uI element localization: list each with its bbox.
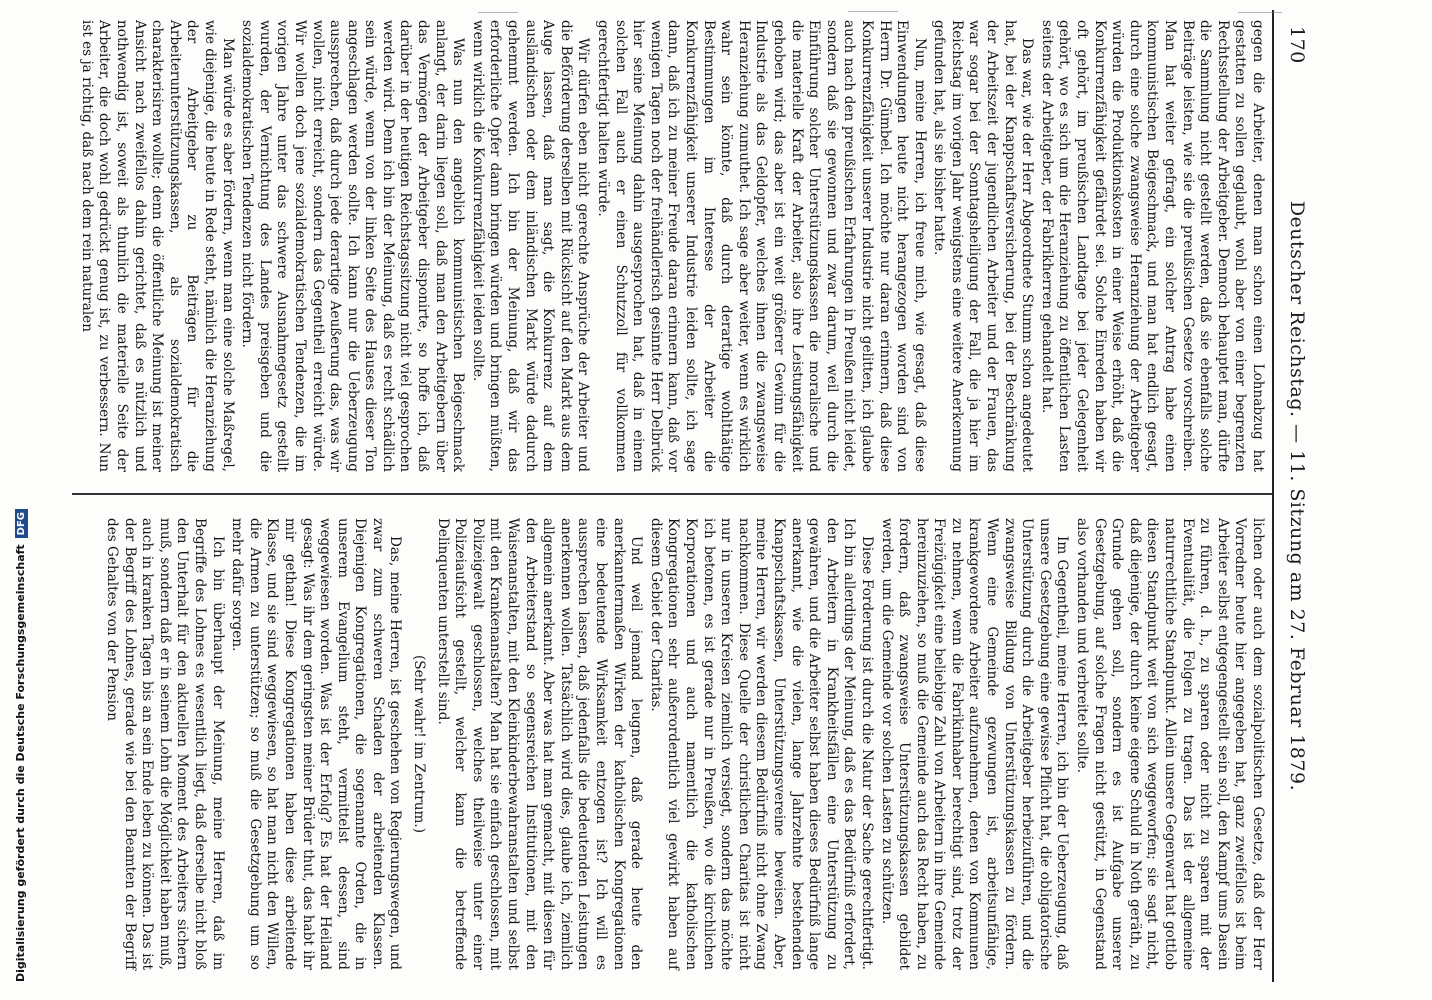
- scan-artifact: [478, 12, 518, 13]
- digitization-text: Digitalisierung gefördert durch die Deutsche Forschungsgemeinschaft: [14, 544, 27, 982]
- newspaper-page: [12, 0, 1412, 996]
- right-column: [100, 518, 1266, 970]
- column-divider: [72, 493, 1272, 495]
- page-header: [1278, 26, 1308, 966]
- paragraph: lichen oder auch dem sozialpolitischen Gesetze, daß der Herr Vorredner heute hier angegeben hat, ganz zweifellos ist beim Arbeiter selbst entgegengestellt sein soll, den Kampf ums Dasein zu führen, d. h., zu sparen oder nicht zu sparen mit der Eventualität, die Folgen zu tragen. Das ist der allgemeine naturrechtliche Standpunkt. Allein unsere Gegenwart hat gottlob diesen Standpunkt weit von sich weggeworfen; sie sagt nicht, daß diejenige, der durch keine eigene Schuld in Noth geräth, zu Grunde gehen soll, sondern es ist Aufgabe unserer Gesetzgebung, auf solche Fragen nicht gestützt, in Gegenstand also vorhanden und verbreitet sollte.: [1074, 518, 1266, 970]
- scan-artifact: [1238, 12, 1282, 13]
- paragraph: Im Gegentheil, meine Herren, ich bin der Ueberzeugung, daß unsere Gesetzgebung eine gewisse Pflicht hat, die obligatorische Unterstützung durch die Arbeitgeber herbeizuführen, und die zwangsweise Bildung von Unterstützungskassen zu fördern. Wenn eine Gemeinde gezwungen ist, arbeitsunfähige, krankgewordene Arbeiter aufzunehmen, denen von Kommunen zu nehmen, wenn die Fabrikinhaber berechtigt sind, trotz der Freizügigkeit eine beliebige Zahl von Arbeitern in ihre Gemeinde hereinzuziehen, so muß die Gemeinde auch das Recht haben, zu fordern, daß zwangsweise Unterstützungskassen gebildet werden, um die Gemeinde vor solchen Lasten zu schützen.: [878, 518, 1071, 970]
- paragraph: Man würde es aber fördern, wenn man eine solche Maßregel, wie diejenige, die heute in Rede steht, nämlich die Heranziehung der Arbeitgeber zu Beiträgen für die Arbeiterunterstützungskassen, als sozialdemokratisch charakterisiren wollte; denn die öffentliche Meinung ist meiner Ansicht nach zweifellos dahin gerichtet, daß es nützlich und nothwendig ist, soweit als thunlich die materielle Seite der Arbeiter, die doch wohl gedrückt genug ist, zu verbessern. Nun ist es ja richtig, daß nach dem rein naturalen: [78, 20, 236, 472]
- paragraph: Diese Forderung ist durch die Natur der Sache gerechtfertigt. Ich bin allerdings der Meinung, daß es das Bedürfniß erfordert, den Arbeitern in Krankheitsfällen eine Unterstützung zu gewähren, und die Arbeiter selbst haben dieses Bedürfniß lange anerkannt, wie die vielen, lange Jahrzehnte bestehenden Knappschaftskassen, Unterstützungsvereine beweisen. Aber, meine Herren, wir werden diesem Bedürfniß nicht ohne Zwang nachkommen. Diese Quelle der christlichen Charitas ist nicht nur in unseren Kreisen ziemlich versiegt, sondern das möchte ich betonen, es ist gerade nur in Preußen, wo die kirchlichen Korporationen und auch namentlich die katholischen Kongregationen sehr außerordentlich viel gewirkt haben auf diesem Gebiet der Charitas.: [647, 518, 875, 970]
- header-rule: [1272, 10, 1274, 982]
- running-head: Deutscher Reichstag. — 11. Sitzung am 27. Februar 1879.: [1286, 200, 1308, 792]
- paragraph: Nun, meine Herren, ich freue mich, wie gesagt, daß diese Einwendungen heute nicht herangezogen worden sind von Herrn Dr. Gümbel. Ich möchte nur daran erinnern, daß diese Konkurrenzfähigkeit unserer Industrie nicht gelitten, ich glaube auch nach den preußischen Erfahrungen in Preußen nicht leidet, sondern daß sie gewonnen und zwar darum, weil durch die Einführung solcher Unterstützungskassen die moralische und die materielle Kraft der Arbeiter, also ihre Leistungsfähigkeit gehoben wird; das aber ist ein weit größerer Gewinn für die Industrie als das Geldopfer, welches ihnen die zwangsweise Heranziehung zumuthet. Ich sage aber weiter, wenn es wirklich wahr sein könnte, daß durch derartige wohlthätige Bestimmungen im Interesse der Arbeiter die Konkurrenzfähigkeit unserer Industrie leiden sollte, ich sage dann, daß ich zu meiner Freude daran erinnern kann, daß vor wenigen Tagen noch der freihändlerisch gesinnte Herr Delbrück hier seine Meinung dahin ausgesprochen hat, daß in einem solchen Fall auch er einen Schutzzoll für vollkommen gerechtfertigt halten würde.: [595, 20, 928, 472]
- left-column: [75, 20, 1266, 472]
- interjection: (Sehr wahr! im Zentrum.): [411, 654, 428, 834]
- paragraph: Das war, wie der Herr Abgeordnete Stumm schon angedeutet hat, bei der Knappschaftsversicherung, bei der Beschränkung der Arbeitszeit der jugendlichen Arbeiter und der Frauen, das war sogar bei der Sonntagsheiligung der Fall, die ja hier im Reichstag im vorigen Jahr wenigstens eine weitere Anerkennung gefunden hat, als sie bisher hatte.: [931, 20, 1036, 472]
- paragraph: Das, meine Herren, ist geschehen von Regierungswegen, und zwar zum schweren Schaden der arbeitenden Klassen. Diejenigen Kongregationen, die sogenannte Orden, die in unserem Evangelium steht, vermittelst dessen, sind weggewiesen worden. Was ist der Erfolg? Es hat der Heiland gesagt: Was ihr dem geringsten meiner Brüder thut, das habt ihr mir gethan! Diese Kongregationen haben diese arbeitende Klasse, und sie sind weggewiesen, so hat man nicht den Willen, die Armen zu unterstützen; so muß die Gesetzgebung um so mehr dafür sorgen.: [229, 518, 404, 970]
- digitization-credit: [14, 509, 28, 982]
- dfg-logo: DFG: [15, 509, 28, 538]
- scan-artifact: [848, 11, 898, 12]
- paragraph: gegen die Arbeiter, denen man schon einen Lohnabzug hat gestatten zu sollen geglaubt, wohl aber von einer begrenzten Rechtsstellung der Arbeitgeber. Dennoch behauptet man, dürfte die Sammlung nicht gestellt werden, daß sie ebenfalls solche Beiträge leisten, wie sie die preußischen Gesetze vorschreiben. Man hat weiter gefragt, ein solcher Antrag habe einen kommunistischen Beigeschmack, und man hat endlich gesagt, durch eine solche zwangsweise Heranziehung der Arbeitgeber würden die Produktionskosten in einer Weise erhöht, daß die Konkurrenzfähigkeit gefährdet sei. Solche Einreden haben wir oft gehört, im preußischen Landtage bei jeder Gelegenheit gehört, wo es sich um die Heranziehung zu öffentlichen Lasten seitens der Arbeitgeber, der Fabrikherren gehandelt hat.: [1038, 20, 1266, 472]
- page-number: 170: [1286, 26, 1308, 64]
- paragraph: Was nun den angeblich kommunistischen Beigeschmack anlangt, der darin liegen soll, daß man den Arbeitgebern über das Vermögen der Arbeitgeber disponirte, so hoffe ich, daß darüber in der heutigen Reichstagssitzung nicht viel gesprochen werden wird. Denn ich bin der Meinung, daß es recht schädlich sein würde, wenn von der linken Seite des Hauses dieser Ton angeschlagen werden sollte. Ich kann nur die Ueberzeugung aussprechen, daß durch jede derartige Aeußerung das, was wir wollen, nicht erreicht, sondern das Gegentheil erreicht würde. Wir wollen doch jene sozialdemokratischen Tendenzen, die im vorigen Jahre unter das schwere Ausnahmegesetz gestellt wurden, der Vernichtung des Landes preisgeben und die sozialdemokratischen Tendenzen nicht fördern.: [239, 20, 467, 472]
- paragraph: Und weil jemand leugnen, daß gerade heute den anerkanntermaßen Wirken der katholischen Kongregationen eine bedeutende Wirksamkeit entzogen ist? Ich will es aussprechen lassen, daß jedenfalls die bedeutenden Leistungen anerkennen wollen. Tatsächlich wird dies, glaube ich, ziemlich allgemein anerkannt. Aber was hat man gemacht, mit diesen für den Arbeiterstand so segensreichen Institutionen, mit den Waisenanstalten, mit den Kleinkinderbewahranstalten und selbst mit den Krankenanstalten? Man hat sie einfach geschlossen, mit Polizeigewalt geschlossen, welches theilweise unter einer Polizeiaufsicht gestellt, welcher kann die betreffende Delinquenten unterstellt sind.: [434, 518, 645, 970]
- paragraph: Ich bin überhaupt der Meinung, meine Herren, daß im Begriffe des Lohnes es wesentlich liegt, daß derselbe nicht bloß den Unterhalt für den aktuellen Moment des Arbeiters sichern muß, sondern daß er in seinem Lohn die Möglichkeit haben muß, auch in kranken Tagen bis an sein Ende leben zu können. Das ist der Begriff des Lohnes, gerade wie bei den Beamten der Begriff des Gehaltes von der Pension: [104, 518, 226, 970]
- paragraph: Wir dürfen eben nicht gerechte Ansprüche der Arbeiter und die Beförderung derselben mit Rücksicht auf den Markt aus dem Auge lassen, daß man sagt, die Konkurrenz auf dem ausländischen oder dem inländischen Markt würde dadurch gehemmt werden. Ich bin der Meinung, daß wir das erforderliche Opfer dann bringen würden und bringen müßten, wenn wirklich die Konkurrenzfähigkeit leiden sollte.: [469, 20, 592, 472]
